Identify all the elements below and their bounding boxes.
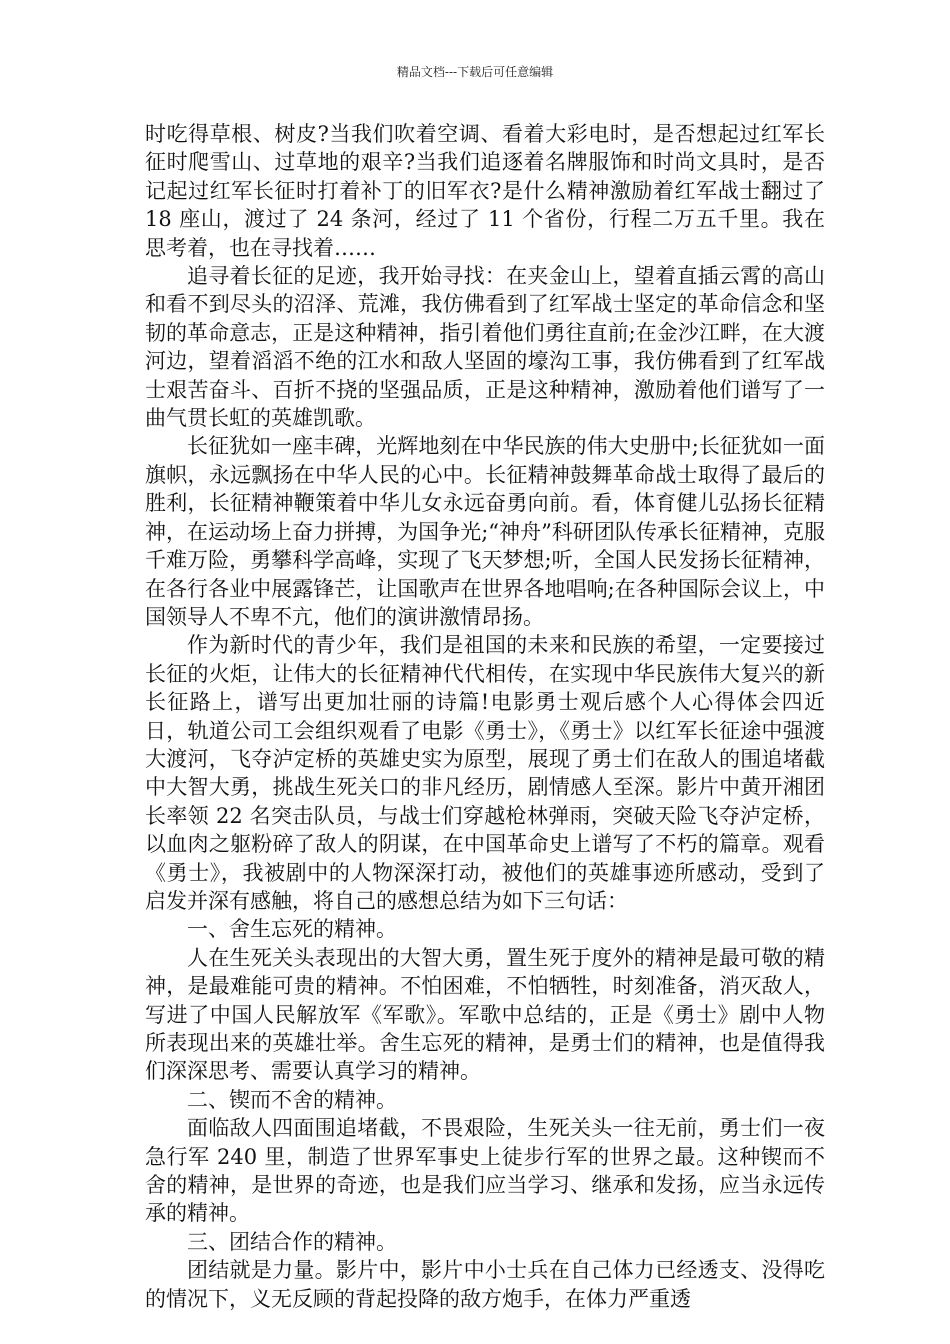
- paragraph-section-2: 面临敌人四面围追堵截，不畏艰险，生死关头一往无前，勇士们一夜急行军 240 里，制造了世界军事史上徒步行军的世界之最。这种锲而不舍的精神，是世界的奇迹，也是我们应当学习、继承和发扬，应当永远传承的精神。: [145, 1116, 825, 1226]
- paragraph-continuation: 时吃得草根、树皮?当我们吹着空调、看着大彩电时，是否想起过红军长征时爬雪山、过草地的艰辛?当我们追逐着名牌服饰和时尚文具时，是否记起过红军长征时打着补丁的旧军衣?是什么精神激励着红军战士翻过了 18 座山，渡过了 24 条河，经过了 11 个省份，行程二万五千里。我在思考着，也在寻找着……: [145, 122, 825, 260]
- paragraph-section-3: 团结就是力量。影片中，影片中小士兵在自己体力已经透支、没得吃的情况下，义无反顾的背起投降的敌方炮手，在体力严重透: [145, 1258, 825, 1311]
- paragraph-section-1: 人在生死关头表现出的大智大勇，置生死于度外的精神是最可敬的精神，是最难能可贵的精神。不怕困难，不怕牺牲，时刻准备，消灭敌人，写进了中国人民解放军《军歌》。军歌中总结的，正是《勇士》剧中人物所表现出来的英雄壮举。舍生忘死的精神，是勇士们的精神，也是值得我们深深思考、需要认真学习的精神。: [145, 945, 825, 1084]
- paragraph-monument: 长征犹如一座丰碑，光辉地刻在中华民族的伟大史册中;长征犹如一面旗帜，永远飘扬在中华人民的心中。长征精神鼓舞革命战士取得了最后的胜利，长征精神鞭策着中华儿女永远奋勇向前。看，体育健儿弘扬长征精神，在运动场上奋力拼搏，为国争光;“神舟”科研团队传承长征精神，克服千难万险，勇攀科学高峰，实现了飞天梦想;听，全国人民发扬长征精神，在各行各业中展露锋芒，让国歌声在世界各地唱响;在各种国际会议上，中国领导人不卑不亢，他们的演讲激情昂扬。: [145, 434, 825, 629]
- document-body: [145, 120, 825, 1313]
- section-heading-2: 二、锲而不舍的精神。: [187, 1087, 397, 1112]
- section-heading-3: 三、团结合作的精神。: [187, 1229, 397, 1254]
- section-heading-1: 一、舍生忘死的精神。: [187, 917, 397, 942]
- paragraph-youth: 作为新时代的青少年，我们是祖国的未来和民族的希望，一定要接过长征的火炬，让伟大的长征精神代代相传，在实现中华民族伟大复兴的新长征路上，谱写出更加壮丽的诗篇!电影勇士观后感个人心得体会四近日，轨道公司工会组织观看了电影《勇士》，《勇士》以红军长征途中强渡大渡河，飞夺泸定桥的英雄史实为原型，展现了勇士们在敌人的围追堵截中大智大勇，挑战生死关口的非凡经历，剧情感人至深。影片中黄开湘团长率领 22 名突击队员，与战士们穿越枪林弹雨，突破天险飞夺泸定桥，以血肉之躯粉碎了敌人的阴谋，在中国革命史上谱写了不朽的篇章。观看《勇士》，我被剧中的人物深深打动，被他们的英雄事迹所感动，受到了启发并深有感触，将自己的感想总结为如下三句话：: [145, 633, 825, 913]
- page-header: 精品文档---下载后可任意编辑: [396, 65, 554, 79]
- paragraph-search: 追寻着长征的足迹，我开始寻找：在夹金山上，望着直插云霄的高山和看不到尽头的沼泽、荒滩，我仿佛看到了红军战士坚定的革命信念和坚韧的革命意志，正是这种精神，指引着他们勇往直前;在金沙江畔，在大渡河边，望着滔滔不绝的江水和敌人坚固的壕沟工事，我仿佛看到了红军战士艰苦奋斗、百折不挠的坚强品质，正是这种精神，激励着他们谱写了一曲气贯长虹的英雄凯歌。: [145, 264, 825, 431]
